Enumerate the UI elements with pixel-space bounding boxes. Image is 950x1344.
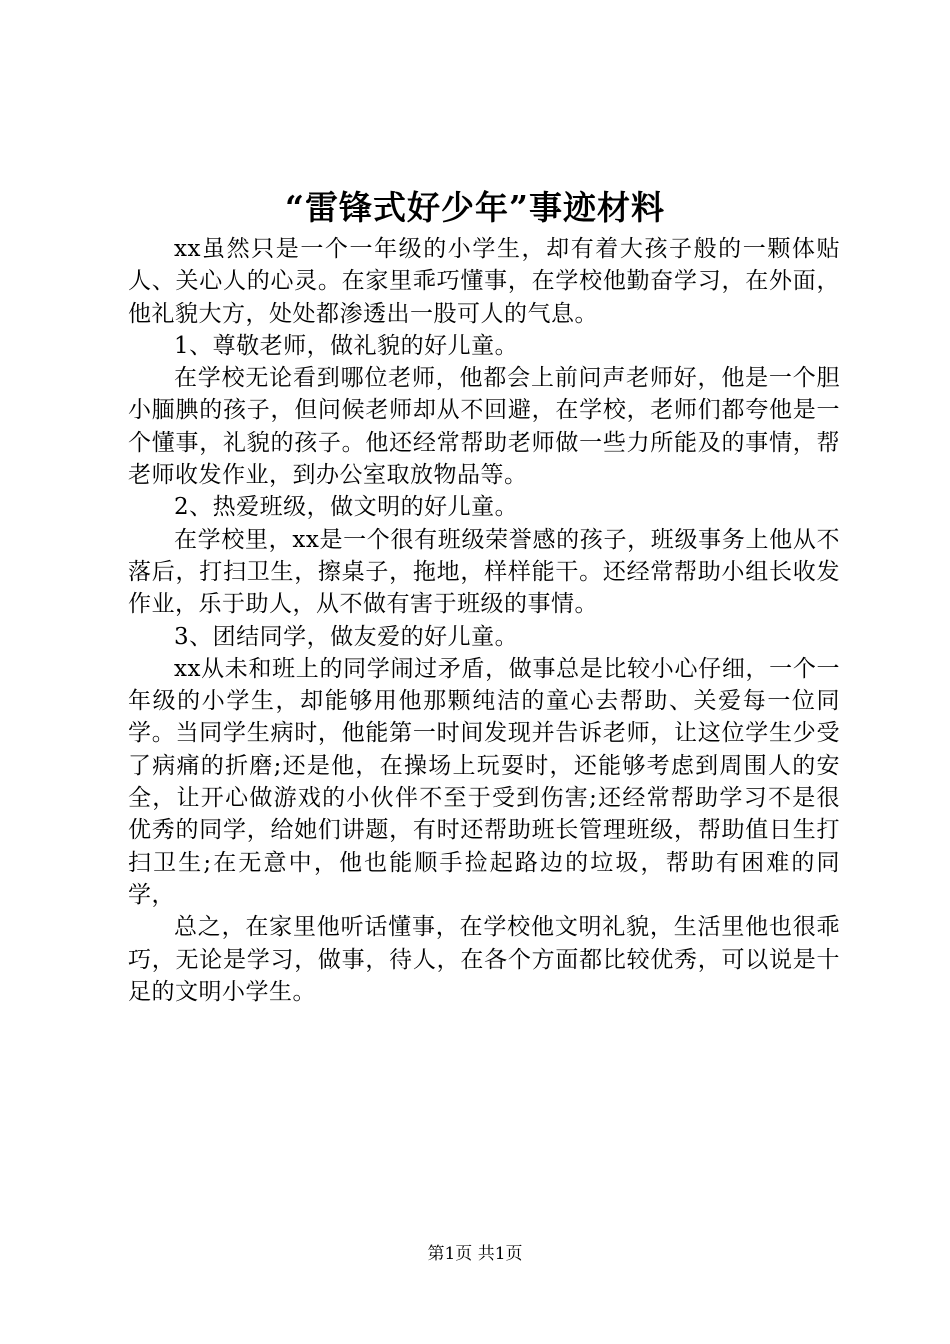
document-title: “雷锋式好少年”事迹材料 <box>285 188 665 227</box>
section-heading-2: 2、热爱班级，做文明的好儿童。 <box>174 494 519 521</box>
paragraph-intro: xx虽然只是一个一年级的小学生，却有着大孩子般的一颗体贴人、关心人的心灵。在家里乖巧懂事，在学校他勤奋学习，在外面，他礼貌大方，处处都渗透出一股可人的气息。 <box>128 236 840 327</box>
paragraph-section-3: xx从未和班上的同学闹过矛盾，做事总是比较小心仔细，一个一年级的小学生，却能够用他那颗纯洁的童心去帮助、关爱每一位同学。当同学生病时，他能第一时间发现并告诉老师，让这位学生少受了病痛的折磨;还是他，在操场上玩耍时，还能够考虑到周围人的安全，让开心做游戏的小伙伴不至于受到伤害;还经常帮助学习不是很优秀的同学，给她们讲题，有时还帮助班长管理班级，帮助值日生打扫卫生;在无意中，他也能顺手捡起路边的垃圾，帮助有困难的同学， <box>128 655 840 908</box>
paragraph-section-2: 在学校里，xx是一个很有班级荣誉感的孩子，班级事务上他从不落后，打扫卫生，擦桌子，拖地，样样能干。还经常帮助小组长收发作业，乐于助人，从不做有害于班级的事情。 <box>128 526 840 618</box>
document-body <box>128 233 840 1008</box>
section-heading-3: 3、团结同学，做友爱的好儿童。 <box>174 623 519 650</box>
paragraph-section-1: 在学校无论看到哪位老师，他都会上前问声老师好，他是一个胆小腼腆的孩子，但问候老师却从不回避，在学校，老师们都夸他是一个懂事，礼貌的孩子。他还经常帮助老师做一些力所能及的事情，帮老师收发作业，到办公室取放物品等。 <box>128 365 840 489</box>
paragraph-conclusion: 总之，在家里他听话懂事，在学校他文明礼貌，生活里他也很乖巧，无论是学习，做事，待人，在各个方面都比较优秀，可以说是十足的文明小学生。 <box>128 914 840 1005</box>
page-number-footer: 第1页 共1页 <box>427 1244 523 1264</box>
section-heading-1: 1、尊敬老师，做礼貌的好儿童。 <box>174 332 519 359</box>
